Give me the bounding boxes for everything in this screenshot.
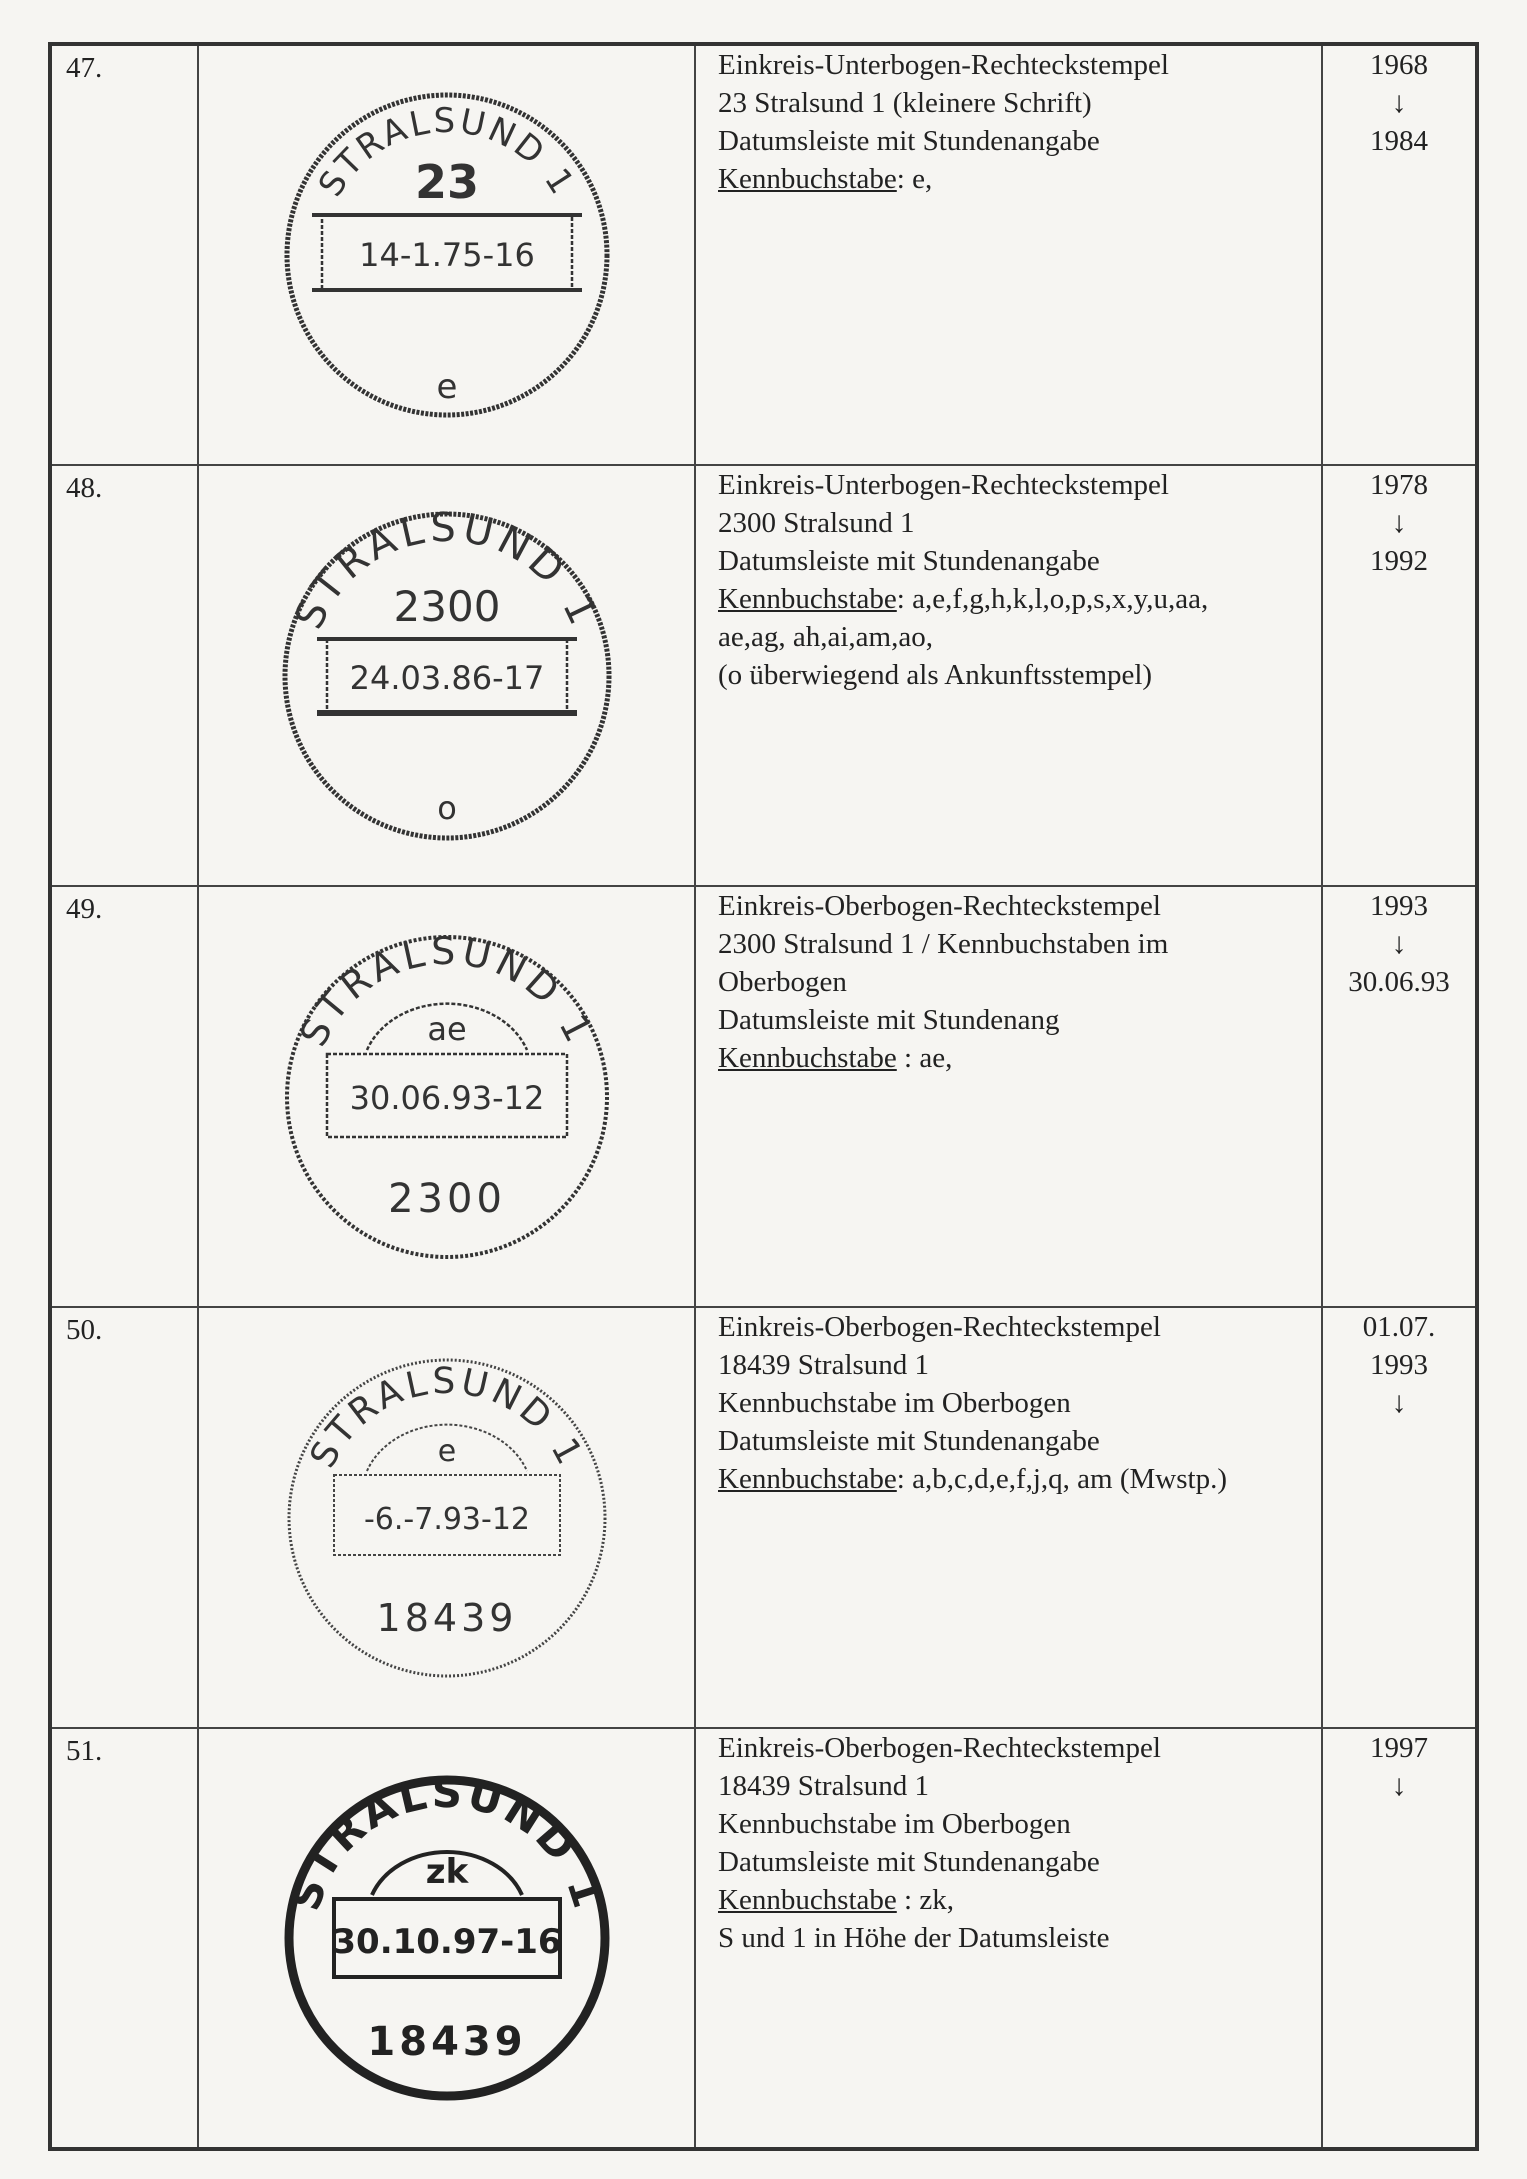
description-cell xyxy=(695,465,1322,886)
description-line: 2300 Stralsund 1 xyxy=(718,507,915,539)
key-letter-values: : zk, xyxy=(896,1884,954,1916)
stamp-bottom-text: e xyxy=(436,367,457,407)
description-line: Einkreis-Unterbogen-Rechteckstempel xyxy=(718,469,1169,501)
entry-number: 51. xyxy=(66,1735,103,1767)
table-row xyxy=(50,465,1477,886)
stamp-top-text: e xyxy=(437,1433,456,1469)
stamp-arc-text: STRALSUND 1 xyxy=(285,504,608,636)
postmark-image-cell xyxy=(198,886,695,1307)
description-line: S und 1 in Höhe der Datumsleiste xyxy=(718,1922,1110,1954)
period-cell xyxy=(1322,1307,1477,1728)
entry-number-cell xyxy=(50,1728,198,2149)
entry-number-cell xyxy=(50,886,198,1307)
postmark-image-cell xyxy=(198,1307,695,1728)
postmark-catalog-table xyxy=(48,42,1479,2151)
stamp-date: 14-1.75-16 xyxy=(358,236,535,274)
period-cell xyxy=(1322,1728,1477,2149)
key-letter-line xyxy=(718,1881,1321,1919)
period-start: 1993 xyxy=(1370,890,1428,922)
table-row xyxy=(50,886,1477,1307)
postmark-image-cell xyxy=(198,465,695,886)
entry-number: 49. xyxy=(66,893,103,925)
postmark-stamp-image xyxy=(272,1763,622,2113)
description-line: Einkreis-Oberbogen-Rechteckstempel xyxy=(718,1732,1161,1764)
key-letter-label: Kennbuchstabe xyxy=(718,1884,897,1916)
description-line: 23 Stralsund 1 (kleinere Schrift) xyxy=(718,87,1092,119)
table-row xyxy=(50,44,1477,465)
description-cell xyxy=(695,1728,1322,2149)
period-cell xyxy=(1322,44,1477,465)
period-end: 1984 xyxy=(1370,125,1428,157)
postmark-stamp-image xyxy=(272,1343,622,1693)
postmark-image-cell xyxy=(198,1728,695,2149)
entry-number-cell xyxy=(50,44,198,465)
key-letter-label: Kennbuchstabe xyxy=(718,1042,897,1074)
entry-number: 50. xyxy=(66,1314,103,1346)
description-line: Einkreis-Oberbogen-Rechteckstempel xyxy=(718,890,1161,922)
down-arrow-icon: ↓ xyxy=(1391,506,1407,539)
postmark-stamp-image xyxy=(272,922,622,1272)
description-line: Kennbuchstabe im Oberbogen xyxy=(718,1808,1071,1840)
entry-number: 47. xyxy=(66,52,103,84)
key-letter-label: Kennbuchstabe xyxy=(718,1463,897,1495)
description-line: Datumsleiste mit Stundenangabe xyxy=(718,125,1100,157)
stamp-bottom-text: 18439 xyxy=(376,1595,517,1640)
description-cell xyxy=(695,44,1322,465)
stamp-arc-text: STRALSUND 1 xyxy=(290,928,603,1053)
description-line: Datumsleiste mit Stundenangabe xyxy=(718,545,1100,577)
description-line: Datumsleiste mit Stundenangabe xyxy=(718,1425,1100,1457)
stamp-bottom-text: 18439 xyxy=(366,2019,527,2065)
description-line: Oberbogen xyxy=(718,966,847,998)
description-cell xyxy=(695,1307,1322,1728)
table-row xyxy=(50,1728,1477,2149)
key-letter-values: : ae, xyxy=(896,1042,953,1074)
description-line: 2300 Stralsund 1 / Kennbuchstaben im xyxy=(718,928,1169,960)
stamp-date: 30.06.93-12 xyxy=(349,1078,544,1117)
entry-number-cell xyxy=(50,1307,198,1728)
description-cell xyxy=(695,886,1322,1307)
stamp-top-text: ae xyxy=(426,1009,467,1048)
stamp-top-text: 2300 xyxy=(393,581,500,631)
key-letter-label: Kennbuchstabe xyxy=(718,583,897,615)
stamp-arc-text: STRALSUND 1 xyxy=(310,100,583,204)
period-start: 01.07. xyxy=(1362,1311,1436,1343)
postmark-image-cell xyxy=(198,44,695,465)
down-arrow-icon: ↓ xyxy=(1391,1386,1407,1419)
key-letter-values: : a,e,f,g,h,k,l,o,p,s,x,y,u,aa, xyxy=(896,583,1209,615)
down-arrow-icon: ↓ xyxy=(1391,927,1407,960)
stamp-date: -6.-7.93-12 xyxy=(363,1501,530,1537)
period-cell xyxy=(1322,886,1477,1307)
table-row xyxy=(50,1307,1477,1728)
description-line: Einkreis-Oberbogen-Rechteckstempel xyxy=(718,1311,1161,1343)
period-cell xyxy=(1322,465,1477,886)
period-start: 1997 xyxy=(1370,1732,1428,1764)
period-start-year: 1993 xyxy=(1370,1349,1428,1381)
stamp-arc-text: STRALSUND 1 xyxy=(302,1360,591,1475)
entry-number: 48. xyxy=(66,472,103,504)
period-end: 1992 xyxy=(1370,545,1428,577)
description-line: ae,ag, ah,ai,am,ao, xyxy=(718,621,933,653)
svg-text:STRALSUND 1 xyxy=(280,1768,613,1916)
period-end: 30.06.93 xyxy=(1348,966,1450,998)
key-letter-line xyxy=(718,580,1321,618)
down-arrow-icon: ↓ xyxy=(1391,86,1407,119)
stamp-bottom-text: o xyxy=(436,788,457,827)
description-line: Datumsleiste mit Stundenang xyxy=(718,1004,1060,1036)
down-arrow-icon: ↓ xyxy=(1391,1769,1407,1802)
key-letter-values: : a,b,c,d,e,f,j,q, am (Mwstp.) xyxy=(896,1463,1227,1495)
description-line: Datumsleiste mit Stundenangabe xyxy=(718,1846,1100,1878)
postmark-stamp-image xyxy=(272,80,622,430)
key-letter-line xyxy=(718,1460,1321,1498)
postmark-stamp-image xyxy=(272,501,622,851)
stamp-date: 24.03.86-17 xyxy=(349,658,544,697)
description-line: Einkreis-Unterbogen-Rechteckstempel xyxy=(718,49,1169,81)
key-letter-line xyxy=(718,160,1321,198)
stamp-top-text: zk xyxy=(425,1852,468,1892)
key-letter-values: : e, xyxy=(896,163,933,195)
description-line: Kennbuchstabe im Oberbogen xyxy=(718,1387,1071,1419)
description-line: 18439 Stralsund 1 xyxy=(718,1349,930,1381)
stamp-arc-text: STRALSUND 1 xyxy=(279,1767,614,1917)
stamp-date: 30.10.97-16 xyxy=(331,1922,562,1962)
entry-number-cell xyxy=(50,465,198,886)
period-start: 1978 xyxy=(1370,469,1428,501)
stamp-bottom-text: 2300 xyxy=(387,1175,506,1222)
key-letter-line xyxy=(718,1039,1321,1077)
stamp-top-text: 23 xyxy=(414,155,479,209)
period-start: 1968 xyxy=(1370,49,1428,81)
key-letter-label: Kennbuchstabe xyxy=(718,163,897,195)
description-line: (o überwiegend als Ankunftsstempel) xyxy=(718,659,1153,691)
description-line: 18439 Stralsund 1 xyxy=(718,1770,930,1802)
